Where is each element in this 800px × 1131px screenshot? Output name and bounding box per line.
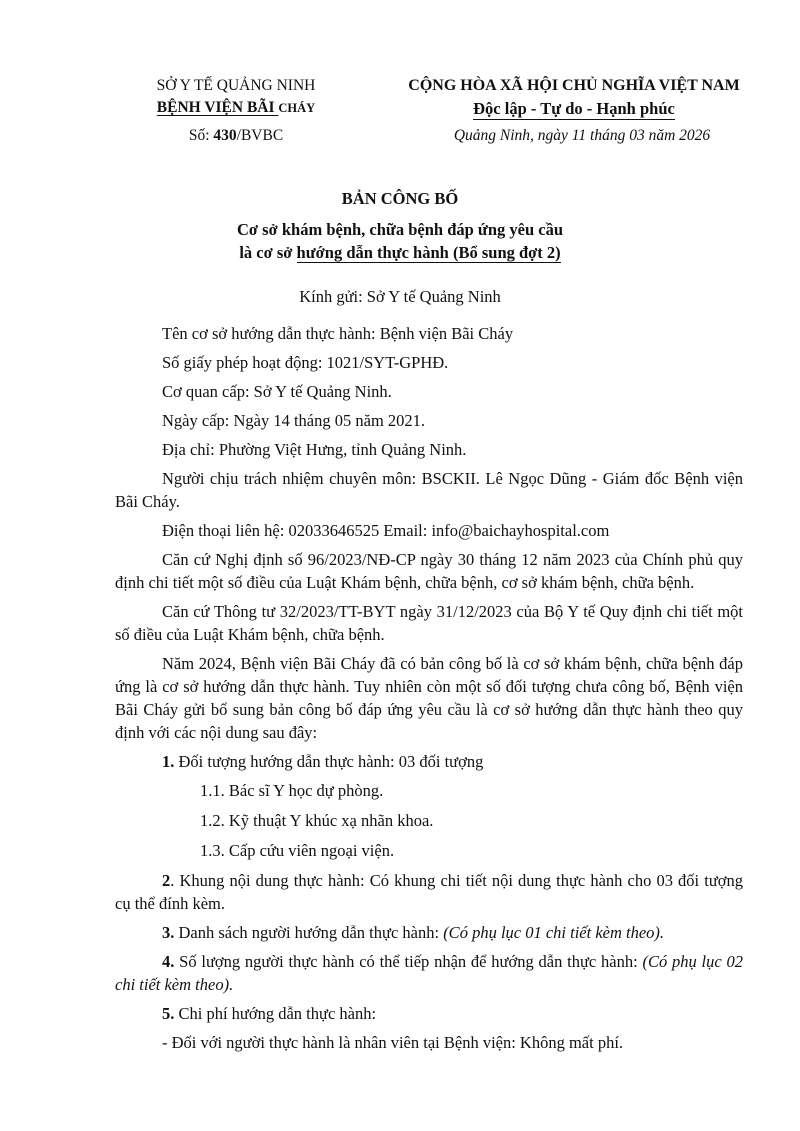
subtitle-prefix: là cơ sở — [239, 243, 297, 262]
item-3-note: (Có phụ lục 01 chi tiết kèm theo). — [443, 923, 665, 942]
item-2-number: 2 — [162, 871, 171, 890]
item-1-number: 1. — [162, 752, 175, 771]
document-title: BẢN CÔNG BỐ — [341, 189, 459, 208]
issuing-authority: Cơ quan cấp: Sở Y tế Quảng Ninh. — [162, 382, 392, 401]
item-4-text: Số lượng người thực hành có thể tiếp nhận để hướng dẫn thực hành: — [174, 952, 643, 971]
license-number: Số giấy phép hoạt động: 1021/SYT-GPHĐ. — [162, 353, 449, 372]
item-4-note: (Có phụ lục 02 chi tiết kèm theo). — [115, 952, 743, 994]
item-4 — [115, 950, 743, 996]
document-subtitle-line1: Cơ sở khám bệnh, chữa bệnh đáp ứng yêu cầu — [237, 220, 563, 239]
organization-name-main: BỆNH VIỆN BÃI — [156, 99, 279, 116]
issue-date: Ngày cấp: Ngày 14 tháng 05 năm 2021. — [162, 411, 426, 430]
item-3-text: Danh sách người hướng dẫn thực hành: — [174, 923, 444, 942]
place-date: Quảng Ninh, ngày 11 tháng 03 năm 2026 — [453, 127, 711, 144]
document-number-label: Số: — [188, 127, 214, 144]
legal-basis-decree: Căn cứ Nghị định số 96/2023/NĐ-CP ngày 30 tháng 12 năm 2023 của Chính phủ quy định chi tiết một số điều của Luật Khám bệnh, chữa bệnh, cơ sở khám bệnh, chữa bệnh. — [115, 550, 743, 592]
responsible-person: Người chịu trách nhiệm chuyên môn: BSCKII. Lê Ngọc Dũng - Giám đốc Bệnh viện Bãi Cháy. — [115, 469, 743, 511]
item-1 — [115, 750, 743, 773]
introduction: Năm 2024, Bệnh viện Bãi Cháy đã có bản công bố là cơ sở khám bệnh, chữa bệnh đáp ứng là cơ sở hướng dẫn thực hành. Tuy nhiên còn một số đối tượng chưa công bố, Bệnh viện Bãi Cháy gửi bổ sung bản công bố đáp ứng yêu cầu là cơ sở hướng dẫn thực hành theo quy định với các nội dung sau đây: — [115, 654, 743, 742]
document-number-suffix: /BVBC — [236, 127, 284, 144]
parent-agency: SỞ Y TẾ QUẢNG NINH — [156, 77, 316, 94]
contact-info: Điện thoại liên hệ: 02033646525 Email: info@baichayhospital.com — [162, 521, 610, 540]
document-subtitle-line2 — [0, 243, 800, 263]
organization-name-last: CHÁY — [278, 101, 316, 115]
document-number-value: 430 — [213, 127, 237, 144]
item-3-number: 3. — [162, 923, 175, 942]
item-2-text: . Khung nội dung thực hành: Có khung chi tiết nội dung thực hành cho 03 đối tượng cụ thể đính kèm. — [115, 871, 743, 913]
item-4-number: 4. — [162, 952, 175, 971]
national-motto-text: Độc lập - Tự do - Hạnh phúc — [473, 99, 675, 118]
subitem-1-2: 1.2. Kỹ thuật Y khúc xạ nhãn khoa. — [200, 811, 434, 830]
legal-basis-circular: Căn cứ Thông tư 32/2023/TT-BYT ngày 31/12/2023 của Bộ Y tế Quy định chi tiết một số điều của Luật Khám bệnh, chữa bệnh. — [115, 602, 743, 644]
recipient: Kính gửi: Sở Y tế Quảng Ninh — [299, 287, 501, 306]
document-number — [86, 127, 386, 145]
item-5-text: Chi phí hướng dẫn thực hành: — [174, 1004, 377, 1023]
facility-name: Tên cơ sở hướng dẫn thực hành: Bệnh viện Bãi Cháy — [162, 324, 514, 343]
item-1-text: Đối tượng hướng dẫn thực hành: 03 đối tượng — [174, 752, 484, 771]
subtitle-underlined: hướng dẫn thực hành (Bổ sung đợt 2) — [296, 243, 561, 262]
national-motto — [364, 99, 784, 119]
address: Địa chỉ: Phường Việt Hưng, tỉnh Quảng Ninh. — [162, 440, 467, 459]
subitem-1-3: 1.3. Cấp cứu viên ngoại viện. — [200, 841, 395, 860]
organization-name — [86, 99, 386, 117]
country-name: CỘNG HÒA XÃ HỘI CHỦ NGHĨA VIỆT NAM — [408, 77, 740, 94]
subitem-1-1: 1.1. Bác sĩ Y học dự phòng. — [200, 781, 384, 800]
item-3 — [115, 921, 743, 944]
item-5-number: 5. — [162, 1004, 175, 1023]
item-5 — [115, 1002, 743, 1025]
document-body — [115, 322, 743, 1060]
item-2 — [115, 869, 743, 915]
fee-staff: - Đối với người thực hành là nhân viên tại Bệnh viện: Không mất phí. — [162, 1033, 624, 1052]
